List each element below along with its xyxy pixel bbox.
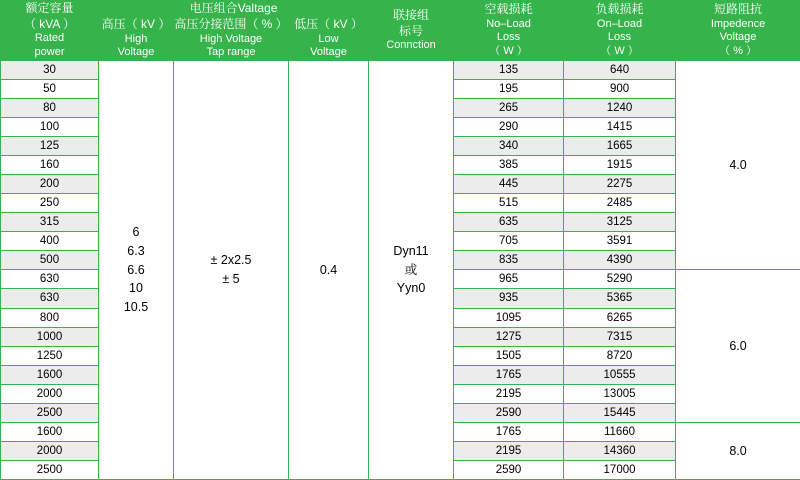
header-on-load-loss-en1: On–Load xyxy=(596,17,643,30)
high-voltage-value: 10 xyxy=(129,281,143,296)
cell-rated-power: 1600 xyxy=(1,422,99,441)
cell-rated-power: 630 xyxy=(1,270,99,289)
high-voltage-value: 6 xyxy=(132,225,140,240)
cell-no-load-loss: 290 xyxy=(454,118,564,137)
cell-on-load-loss: 5290 xyxy=(564,270,676,289)
cell-rated-power: 2500 xyxy=(1,403,99,422)
tap-range-value: ± 5 xyxy=(222,272,240,287)
header-on-load-loss-unit: （ W ） xyxy=(600,45,639,58)
cell-rated-power: 400 xyxy=(1,232,99,251)
cell-rated-power: 500 xyxy=(1,251,99,270)
cell-on-load-loss: 11660 xyxy=(564,422,676,441)
cell-no-load-loss: 2590 xyxy=(454,403,564,422)
header-no-load-loss-cn: 空载损耗 xyxy=(484,2,533,17)
cell-on-load-loss: 900 xyxy=(564,80,676,99)
cell-no-load-loss: 2195 xyxy=(454,441,564,460)
cell-rated-power: 1600 xyxy=(1,365,99,384)
cell-rated-power: 125 xyxy=(1,137,99,156)
cell-rated-power: 2500 xyxy=(1,460,99,479)
header-connection xyxy=(369,1,454,61)
cell-no-load-loss: 1765 xyxy=(454,365,564,384)
high-voltage-value: 6.3 xyxy=(127,243,145,258)
cell-on-load-loss: 10555 xyxy=(564,365,676,384)
cell-rated-power: 1000 xyxy=(1,327,99,346)
header-rated-power-en2: power xyxy=(34,46,65,59)
header-low-voltage-en2: Voltage xyxy=(310,46,347,59)
cell-rated-power: 2000 xyxy=(1,384,99,403)
cell-on-load-loss: 1665 xyxy=(564,137,676,156)
high-voltage-value: 10.5 xyxy=(123,300,149,315)
cell-no-load-loss: 385 xyxy=(454,156,564,175)
header-on-load-loss-cn: 负载损耗 xyxy=(595,2,644,17)
header-tap-range-en2: Tap range xyxy=(206,46,256,59)
cell-no-load-loss: 2590 xyxy=(454,460,564,479)
header-tap-range xyxy=(174,17,289,61)
connection-value: Dyn11 xyxy=(393,243,429,258)
cell-on-load-loss: 14360 xyxy=(564,441,676,460)
cell-no-load-loss: 445 xyxy=(454,175,564,194)
cell-rated-power: 315 xyxy=(1,213,99,232)
header-tap-range-en1: High Voltage xyxy=(199,32,263,45)
table-body xyxy=(1,61,800,480)
cell-no-load-loss: 635 xyxy=(454,213,564,232)
header-on-load-loss-en2: Loss xyxy=(607,31,632,44)
header-impedance-voltage xyxy=(676,1,800,61)
header-low-voltage-cn: 低压（ kV ） xyxy=(294,17,363,31)
header-impedance-unit: （ % ） xyxy=(719,45,757,58)
header-high-voltage-cn: 高压（ kV ） xyxy=(101,17,171,31)
cell-impedance-voltage: 8.0 xyxy=(676,422,800,479)
cell-rated-power: 160 xyxy=(1,156,99,175)
cell-on-load-loss: 5365 xyxy=(564,289,676,308)
header-low-voltage xyxy=(289,17,369,61)
cell-no-load-loss: 515 xyxy=(454,194,564,213)
cell-on-load-loss: 640 xyxy=(564,61,676,80)
cell-impedance-voltage: 4.0 xyxy=(676,61,800,270)
cell-high-voltage-values xyxy=(99,61,174,480)
cell-no-load-loss: 1095 xyxy=(454,308,564,327)
header-rated-power-en1: Rated xyxy=(34,32,65,45)
header-no-load-loss-unit: （ W ） xyxy=(489,45,528,58)
header-no-load-loss-en2: Loss xyxy=(496,31,521,44)
header-voltage-group: 电压组合Valtage xyxy=(99,1,369,17)
header-low-voltage-en1: Low xyxy=(318,32,339,45)
cell-no-load-loss: 1505 xyxy=(454,346,564,365)
table-row xyxy=(1,61,800,80)
cell-no-load-loss: 1275 xyxy=(454,327,564,346)
cell-no-load-loss: 195 xyxy=(454,80,564,99)
cell-rated-power: 2000 xyxy=(1,441,99,460)
cell-impedance-voltage: 6.0 xyxy=(676,270,800,422)
header-impedance-cn: 短路阻抗 xyxy=(714,2,763,17)
cell-on-load-loss: 1415 xyxy=(564,118,676,137)
cell-rated-power: 1250 xyxy=(1,346,99,365)
cell-no-load-loss: 265 xyxy=(454,99,564,118)
cell-rated-power: 80 xyxy=(1,99,99,118)
cell-no-load-loss: 965 xyxy=(454,270,564,289)
cell-rated-power: 250 xyxy=(1,194,99,213)
cell-on-load-loss: 1915 xyxy=(564,156,676,175)
cell-connection-value xyxy=(369,61,454,480)
cell-on-load-loss: 2485 xyxy=(564,194,676,213)
header-high-voltage-en2: Voltage xyxy=(117,46,155,59)
tap-range-value: ± 2x2.5 xyxy=(210,253,252,268)
cell-rated-power: 630 xyxy=(1,289,99,308)
table-header xyxy=(1,1,800,61)
cell-on-load-loss: 3591 xyxy=(564,232,676,251)
connection-value: 或 xyxy=(404,262,418,277)
cell-rated-power: 800 xyxy=(1,308,99,327)
cell-no-load-loss: 705 xyxy=(454,232,564,251)
cell-on-load-loss: 4390 xyxy=(564,251,676,270)
header-on-load-loss xyxy=(564,1,676,61)
cell-rated-power: 30 xyxy=(1,61,99,80)
cell-no-load-loss: 2195 xyxy=(454,384,564,403)
header-rated-power-cn: 额定容量 xyxy=(25,1,74,16)
header-no-load-loss xyxy=(454,1,564,61)
cell-no-load-loss: 835 xyxy=(454,251,564,270)
header-impedance-en1: Impedence xyxy=(710,17,766,30)
cell-low-voltage-value: 0.4 xyxy=(289,61,369,480)
header-high-voltage xyxy=(99,17,174,61)
cell-no-load-loss: 135 xyxy=(454,61,564,80)
header-rated-power xyxy=(1,1,99,61)
cell-rated-power: 100 xyxy=(1,118,99,137)
cell-on-load-loss: 13005 xyxy=(564,384,676,403)
connection-value: Yyn0 xyxy=(396,281,426,296)
header-rated-power-unit: （ kVA ） xyxy=(23,16,76,31)
cell-tap-range-values xyxy=(174,61,289,480)
cell-no-load-loss: 340 xyxy=(454,137,564,156)
cell-on-load-loss: 15445 xyxy=(564,403,676,422)
header-row-top xyxy=(1,1,800,17)
header-connection-cn2: 标号 xyxy=(399,23,424,38)
header-tap-range-cn: 高压分接范围（ % ） xyxy=(174,17,288,31)
cell-on-load-loss: 17000 xyxy=(564,460,676,479)
header-impedance-en2: Voltage xyxy=(719,31,757,44)
header-high-voltage-en1: High xyxy=(124,32,148,45)
cell-rated-power: 50 xyxy=(1,80,99,99)
cell-no-load-loss: 1765 xyxy=(454,422,564,441)
cell-on-load-loss: 1240 xyxy=(564,99,676,118)
header-connection-cn1: 联接组 xyxy=(393,8,430,23)
high-voltage-value: 6.6 xyxy=(127,262,145,277)
cell-on-load-loss: 2275 xyxy=(564,175,676,194)
header-connection-en: Connction xyxy=(386,39,436,52)
cell-rated-power: 200 xyxy=(1,175,99,194)
cell-on-load-loss: 8720 xyxy=(564,346,676,365)
cell-no-load-loss: 935 xyxy=(454,289,564,308)
header-no-load-loss-en1: No–Load xyxy=(486,17,531,30)
cell-on-load-loss: 6265 xyxy=(564,308,676,327)
cell-on-load-loss: 3125 xyxy=(564,213,676,232)
cell-on-load-loss: 7315 xyxy=(564,327,676,346)
